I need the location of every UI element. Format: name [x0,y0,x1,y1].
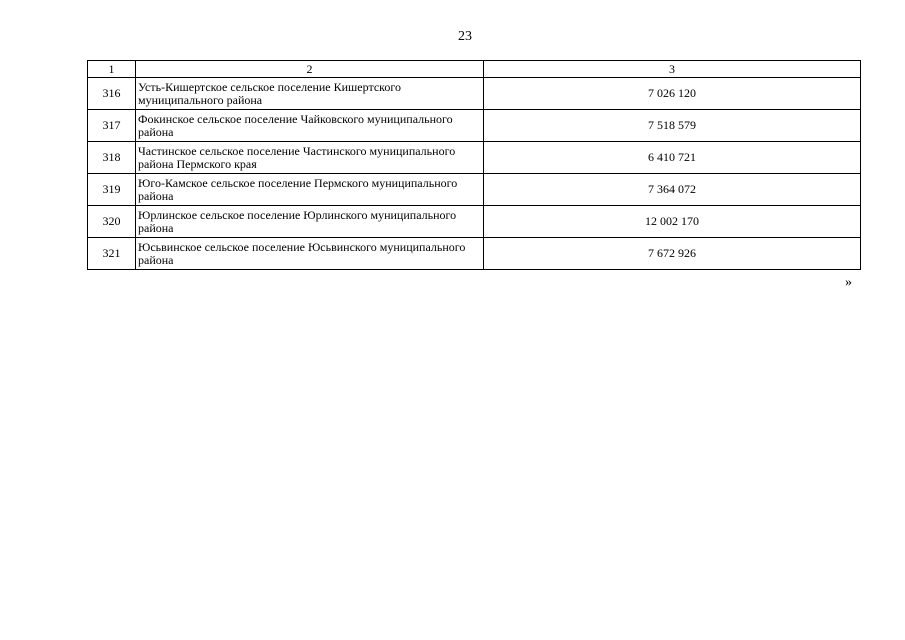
table-row [88,174,861,206]
row-number: 316 [88,78,136,110]
table-row [88,78,861,110]
settlement-name: Частинское сельское поселение Частинского муниципального района Пермского края [136,142,484,174]
column-header-1: 1 [88,61,136,78]
amount-value: 6 410 721 [484,142,861,174]
row-number: 317 [88,110,136,142]
settlement-name: Юрлинское сельское поселение Юрлинского муниципального района [136,206,484,238]
table-row [88,142,861,174]
municipal-table [87,60,861,270]
amount-value: 7 364 072 [484,174,861,206]
page-number: 23 [458,29,472,44]
row-number: 319 [88,174,136,206]
settlement-name: Юсьвинское сельское поселение Юсьвинского муниципального района [136,238,484,270]
table-row [88,110,861,142]
table-row [88,238,861,270]
amount-value: 7 518 579 [484,110,861,142]
settlement-name: Юго-Камское сельское поселение Пермского муниципального района [136,174,484,206]
row-number: 321 [88,238,136,270]
settlement-name: Фокинское сельское поселение Чайковского муниципального района [136,110,484,142]
amount-value: 7 672 926 [484,238,861,270]
closing-quote-mark: » [845,275,852,290]
amount-value: 7 026 120 [484,78,861,110]
amount-value: 12 002 170 [484,206,861,238]
settlement-name: Усть-Кишертское сельское поселение Кишертского муниципального района [136,78,484,110]
row-number: 318 [88,142,136,174]
table-header-row [88,61,861,78]
column-header-2: 2 [136,61,484,78]
row-number: 320 [88,206,136,238]
column-header-3: 3 [484,61,861,78]
table-row [88,206,861,238]
